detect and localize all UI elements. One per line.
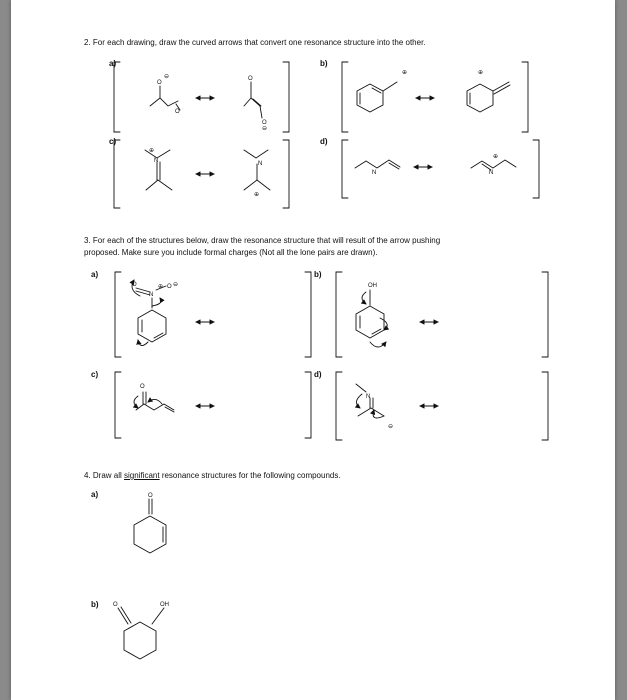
charge-minus: ⊖ xyxy=(262,125,268,132)
curved-arrow xyxy=(134,396,138,408)
compound-4a xyxy=(134,493,166,553)
label-2c: c) xyxy=(109,137,117,146)
curved-arrow xyxy=(370,342,386,347)
label-3b: b) xyxy=(314,270,322,279)
atom-n: N xyxy=(372,170,377,176)
curved-arrow xyxy=(138,340,148,346)
worksheet-page xyxy=(11,0,615,700)
q4-text-post: resonance structures for the following compounds. xyxy=(159,471,341,480)
atom-o: O xyxy=(157,80,162,86)
q4-text-underlined: significant xyxy=(124,471,160,480)
atom-o: O xyxy=(113,602,118,608)
structure-2d xyxy=(342,140,539,198)
label-3d: d) xyxy=(314,370,322,379)
atom-o: O xyxy=(248,76,253,82)
label-3c: c) xyxy=(91,370,99,379)
atom-oh: OH xyxy=(160,602,169,608)
structure-3b xyxy=(336,272,548,357)
atom-o: O xyxy=(167,284,172,290)
chemistry-drawings xyxy=(11,0,615,700)
structure-2a xyxy=(114,62,289,132)
label-2b: b) xyxy=(320,59,328,68)
curved-arrow xyxy=(362,292,366,304)
q4-text-pre: 4. Draw all xyxy=(84,471,125,480)
atom-o: O xyxy=(175,109,180,115)
label-3a: a) xyxy=(91,270,99,279)
compound-4b xyxy=(113,602,169,659)
atom-n: N xyxy=(154,158,159,164)
structure-3d xyxy=(336,372,548,440)
label-4b: b) xyxy=(91,600,99,609)
charge-minus: ⊖ xyxy=(388,423,394,430)
charge-plus: ⊕ xyxy=(149,147,155,154)
charge-minus: ⊖ xyxy=(173,281,179,288)
atom-n: N xyxy=(489,170,494,176)
atom-oh: OH xyxy=(368,283,377,289)
charge-plus: ⊕ xyxy=(478,69,484,76)
atom-n: N xyxy=(149,292,154,298)
curved-arrow xyxy=(152,298,161,306)
charge-plus: ⊕ xyxy=(158,283,164,290)
atom-o: O xyxy=(140,384,145,390)
structure-2b xyxy=(342,62,528,132)
curved-arrow xyxy=(148,399,162,404)
label-2a: a) xyxy=(109,59,117,68)
atom-n: N xyxy=(366,394,371,400)
atom-n: N xyxy=(258,161,263,167)
atom-o: O xyxy=(148,493,153,499)
label-4a: a) xyxy=(91,490,99,499)
charge-plus: ⊕ xyxy=(493,153,499,160)
charge-minus: ⊖ xyxy=(164,73,170,80)
structure-3c xyxy=(115,372,311,438)
label-2d: d) xyxy=(320,137,328,146)
structure-2c xyxy=(114,140,289,208)
curved-arrow xyxy=(373,410,384,418)
curved-arrow xyxy=(356,394,362,408)
atom-o: O xyxy=(262,120,267,126)
question-3-line-1: 3. For each of the structures below, draw the resonance structure that will result of the arrow pushing xyxy=(84,236,441,245)
charge-plus: ⊕ xyxy=(402,69,408,76)
structure-3a xyxy=(115,272,311,357)
atom-o: O xyxy=(132,282,137,288)
question-3-line-2: proposed. Make sure you include formal charges (Not all the lone pairs are drawn). xyxy=(84,248,378,257)
question-2-text: 2. For each drawing, draw the curved arrows that convert one resonance structure into the other. xyxy=(84,38,426,47)
charge-plus: ⊕ xyxy=(254,191,260,198)
